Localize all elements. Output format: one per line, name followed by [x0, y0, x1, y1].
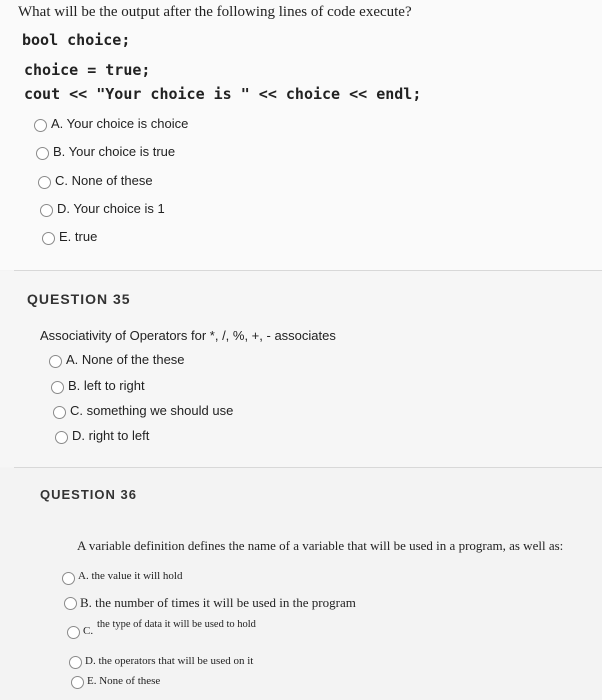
code-line-2: choice = true; — [24, 61, 151, 79]
answer-label-b[interactable]: B. Your choice is true — [53, 144, 176, 159]
question-heading: QUESTION 36 — [40, 487, 137, 502]
answer-radio-a[interactable] — [62, 572, 75, 585]
answer-label-b[interactable]: B. left to right — [68, 378, 145, 393]
code-line-3: cout << "Your choice is " << choice << endl; — [24, 85, 422, 103]
answer-radio-c[interactable] — [67, 626, 80, 639]
answer-radio-a[interactable] — [34, 119, 47, 132]
answer-radio-d[interactable] — [69, 656, 82, 669]
answer-radio-e[interactable] — [42, 232, 55, 245]
answer-label-e[interactable]: E. None of these — [87, 675, 161, 687]
answer-label-a[interactable]: A. Your choice is choice — [51, 116, 189, 131]
question-36 — [0, 468, 602, 700]
answer-radio-b[interactable] — [36, 147, 49, 160]
answer-label-d[interactable]: D. right to left — [72, 428, 150, 443]
answer-radio-b[interactable] — [64, 597, 77, 610]
answer-radio-d[interactable] — [55, 431, 68, 444]
answer-radio-a[interactable] — [49, 355, 62, 368]
question-heading: QUESTION 35 — [27, 291, 131, 307]
answer-radio-b[interactable] — [51, 381, 64, 394]
answer-label-a[interactable]: A. the value it will hold — [78, 570, 183, 582]
answer-radio-e[interactable] — [71, 676, 84, 689]
question-prompt: Associativity of Operators for *, /, %, +, - associates — [40, 328, 336, 343]
answer-label-d[interactable]: D. Your choice is 1 — [57, 201, 165, 216]
question-prompt: A variable definition defines the name of a variable that will be used in a program, as well as: — [77, 538, 564, 553]
answer-label-c-text[interactable]: the type of data it will be used to hold — [97, 619, 256, 630]
question-34 — [0, 0, 602, 270]
answer-label-c[interactable]: C. — [83, 625, 94, 637]
answer-radio-d[interactable] — [40, 204, 53, 217]
question-35 — [0, 271, 602, 467]
answer-label-c[interactable]: C. something we should use — [70, 403, 234, 418]
question-prompt: What will be the output after the following lines of code execute? — [18, 4, 412, 20]
answer-label-b[interactable]: B. the number of times it will be used in the program — [80, 595, 356, 610]
code-line-1: bool choice; — [22, 31, 131, 49]
answer-radio-c[interactable] — [38, 176, 51, 189]
answer-label-e[interactable]: E. true — [59, 229, 98, 244]
answer-label-c[interactable]: C. None of these — [55, 173, 153, 188]
answer-label-a[interactable]: A. None of the these — [66, 352, 185, 367]
answer-radio-c[interactable] — [53, 406, 66, 419]
answer-label-d[interactable]: D. the operators that will be used on it — [85, 655, 254, 667]
